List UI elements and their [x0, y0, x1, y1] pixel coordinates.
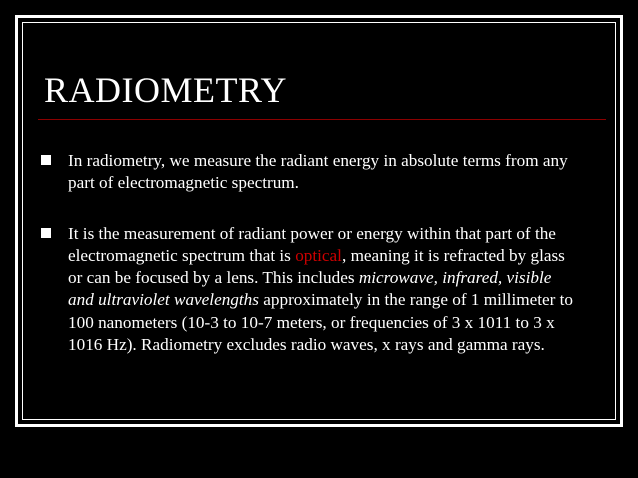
bullet-list	[38, 150, 578, 356]
title-underline	[38, 119, 606, 120]
bullet-item	[38, 223, 578, 357]
bullet-text-part: , meaning it is refracted by glass or can be focused by a lens. This includes	[68, 245, 565, 288]
bullet-item	[38, 150, 578, 195]
highlighted-term: optical	[295, 245, 342, 265]
bullet-text-part: approximately in the range of 1 millimeter to 100 nanometers (10-3 to 10-7 meters, or frequencies of 3 x 1011 to 3 x 1016 Hz). Radiometry excludes radio waves, x rays and gamma rays.	[68, 290, 574, 355]
square-bullet-icon	[41, 155, 51, 165]
italic-wavelengths: microwave, infrared, visible and ultraviolet wavelengths	[68, 268, 552, 310]
slide-title: RADIOMETRY	[44, 70, 288, 110]
bullet-text: In radiometry, we measure the radiant energy in absolute terms from any part of electromagnetic spectrum.	[68, 151, 568, 193]
bullet-text-part: It is the measurement of radiant power or energy within that part of the electromagnetic spectrum that is	[68, 223, 556, 265]
square-bullet-icon	[41, 228, 51, 238]
